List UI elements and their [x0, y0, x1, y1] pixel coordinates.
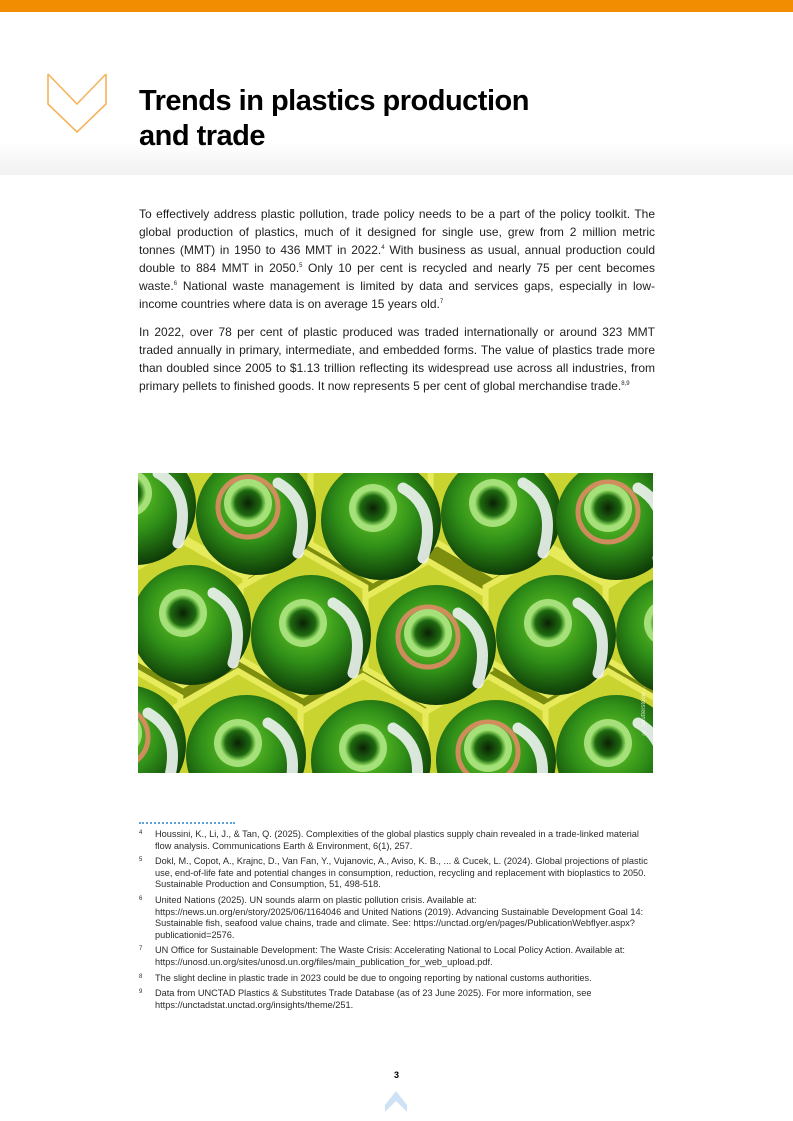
- footnote-4: [139, 829, 655, 852]
- footnote-text: UN Office for Sustainable Development: The Waste Crisis: Accelerating National to Local Policy Action. Available at: https://unosd.un.org/sites/unosd.un.org/files/main_publication_for_web_upload.pdf.: [155, 945, 625, 967]
- footnote-number: 9: [139, 989, 143, 996]
- top-accent-bar: [0, 0, 793, 12]
- p1-text-a: To effectively address plastic pollution, trade policy needs to be a part of the policy toolkit. The global production of plastics, much of it designed for single use, grew from 2 million metric tonnes (MMT) in 1950 to 436 MMT in 2022.: [139, 207, 655, 257]
- bottle-mouth: [530, 605, 566, 641]
- footnote-ref-6[interactable]: 6: [173, 281, 178, 287]
- page-number: 3: [393, 1070, 399, 1080]
- footnote-ref-7[interactable]: 7: [439, 299, 444, 305]
- bottle-mouth: [165, 595, 201, 631]
- footnote-text: United Nations (2025). UN sounds alarm on plastic pollution crisis. Available at: https://news.un.org/en/story/2025/06/1164046 and United Nations (2019). Advancing Sustainable Development Goal 14: Sustainable fish, seafood value chains, trade and climate. See: https://unctad.org/en/pages/PublicationWebflyer.aspx?publicationid=2576.: [155, 894, 644, 940]
- bottle-mouth: [410, 615, 446, 651]
- footnote-number: 4: [139, 830, 143, 836]
- footnote-number: 7: [139, 946, 143, 953]
- footnote-ref-8-9[interactable]: 8,9: [621, 381, 630, 387]
- footnote-5: [139, 856, 655, 891]
- footnote-ref-5[interactable]: 5: [299, 263, 303, 269]
- bottle-mouth: [470, 730, 506, 766]
- footnote-9: [139, 988, 655, 1011]
- p1-text-d: National waste management is limited by data and services gaps, especially in low-income countries where data is on average 15 years old.: [139, 279, 655, 311]
- up-arrow-icon[interactable]: [384, 1089, 408, 1113]
- photo-credit: © Shutterstock/...: [641, 687, 647, 735]
- footnote-number: 6: [139, 895, 143, 902]
- chevron-down-icon: [46, 70, 108, 134]
- footnote-text: The slight decline in plastic trade in 2023 could be due to ongoing reporting by national customs authorities.: [155, 972, 592, 983]
- bottle-mouth: [345, 730, 381, 766]
- footnote-text: Dokl, M., Copot, A., Krajnc, D., Van Fan, Y., Vujanovic, A., Aviso, K. B., ... & Cucek, L. (2024). Global projections of plastic use, end-of-life fate and potential changes in consumption, reduction, recycling and replacement with bioplastics to 2050. Sustainable Production and Consumption, 51, 498-518.: [155, 856, 648, 890]
- bottle-mouth: [220, 725, 256, 761]
- bottle-mouth: [475, 485, 511, 521]
- bottles-illustration: [138, 473, 653, 773]
- page-title: [139, 84, 639, 154]
- bottle-mouth: [355, 490, 391, 526]
- footnote-number: 8: [139, 973, 143, 980]
- footnote-text: Houssini, K., Li, J., & Tan, Q. (2025). Complexities of the global plastics supply chain revealed in a trade-linked material flow analysis. Communications Earth & Environment, 6(1), 257.: [155, 829, 639, 851]
- footnote-ref-4[interactable]: 4: [381, 245, 385, 251]
- footnotes: [139, 829, 655, 1015]
- body-text: [139, 205, 655, 405]
- paragraph-2: [139, 323, 655, 395]
- paragraph-1: [139, 205, 655, 313]
- footnote-8: [139, 973, 655, 985]
- bottle-mouth: [590, 725, 626, 761]
- footnote-text: Data from UNCTAD Plastics & Substitutes Trade Database (as of 23 June 2025). For more information, see https://unctadstat.unctad.org/insights/theme/251.: [155, 988, 592, 1010]
- footnote-7: [139, 945, 655, 968]
- title-line-2: and trade: [139, 120, 266, 152]
- bottle-mouth: [285, 605, 321, 641]
- bottle-mouth: [590, 490, 626, 526]
- footnote-divider: [139, 822, 235, 824]
- title-line-1: Trends in plastics production: [139, 85, 529, 117]
- footnote-number: 5: [139, 857, 143, 864]
- p1-text-c: Only 10 per cent is recycled and nearly 75 per cent becomes waste.: [139, 261, 655, 293]
- bottle-mouth: [230, 485, 266, 521]
- footnote-6: [139, 895, 655, 941]
- p1-text-b: With business as usual, annual production could double to 884 MMT in 2050.: [139, 243, 656, 275]
- bottles-photo: [138, 473, 653, 773]
- p2-text-a: In 2022, over 78 per cent of plastic produced was traded internationally or around 323 MMT traded annually in primary, intermediate, and embedded forms. The value of plastics trade more than doubled since 2005 to $1.13 trillion reflecting its widespread use across all industries, from primary pellets to finished goods. It now represents 5 per cent of global merchandise trade.: [139, 325, 655, 393]
